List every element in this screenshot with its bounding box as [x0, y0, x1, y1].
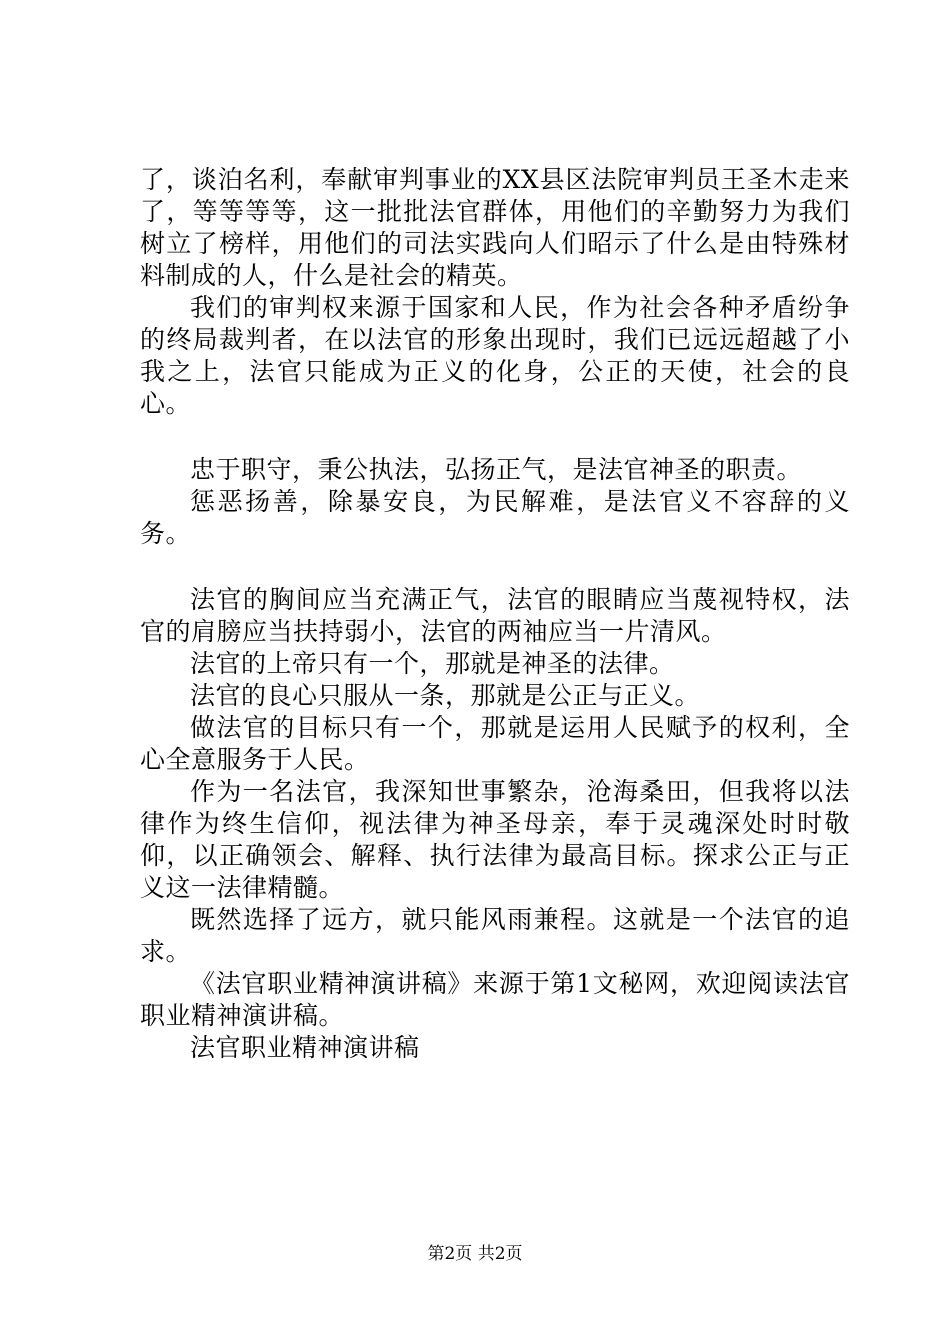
paragraph-9: 作为一名法官，我深知世事繁杂，沧海桑田，但我将以法律作为终生信仰，视法律为神圣母亲，奉于灵魂深处时时敬仰，以正确领会、解释、执行法律为最高目标。探求公正与正义这一法律精髓。	[140, 777, 850, 902]
paragraph-8: 做法官的目标只有一个，那就是运用人民赋予的权利，全心全意服务于人民。	[140, 713, 850, 774]
paragraph-spacer	[140, 420, 850, 454]
paragraph-5: 法官的胸间应当充满正气，法官的眼睛应当蔑视特权，法官的肩膀应当扶持弱小，法官的两袖应当一片清风。	[140, 585, 850, 646]
document-body	[140, 164, 850, 1064]
page-number-footer: 第2页 共2页	[427, 1244, 523, 1264]
paragraph-1: 了，谈泊名利，奉献审判事业的XX县区法院审判员王圣木走来了，等等等等，这一批批法官群体，用他们的辛勤努力为我们树立了榜样，用他们的司法实践向人们昭示了什么是由特殊材料制成的人，什么是社会的精英。	[140, 165, 850, 290]
paragraph-7: 法官的良心只服从一条，那就是公正与正义。	[190, 681, 701, 710]
paragraph-2: 我们的审判权来源于国家和人民，作为社会各种矛盾纷争的终局裁判者，在以法官的形象出现时，我们已远远超越了小我之上，法官只能成为正义的化身，公正的天使，社会的良心。	[140, 293, 850, 418]
paragraph-spacer	[140, 550, 850, 584]
paragraph-12: 法官职业精神演讲稿	[190, 1033, 420, 1062]
paragraph-11: 《法官职业精神演讲稿》来源于第1文秘网，欢迎阅读法官职业精神演讲稿。	[140, 969, 850, 1030]
paragraph-3: 忠于职守，秉公执法，弘扬正气，是法官神圣的职责。	[190, 455, 803, 484]
paragraph-4: 惩恶扬善，除暴安良，为民解难，是法官义不容辞的义务。	[140, 487, 850, 548]
paragraph-6: 法官的上帝只有一个，那就是神圣的法律。	[190, 649, 675, 678]
paragraph-10: 既然选择了远方，就只能风雨兼程。这就是一个法官的追求。	[140, 905, 850, 966]
